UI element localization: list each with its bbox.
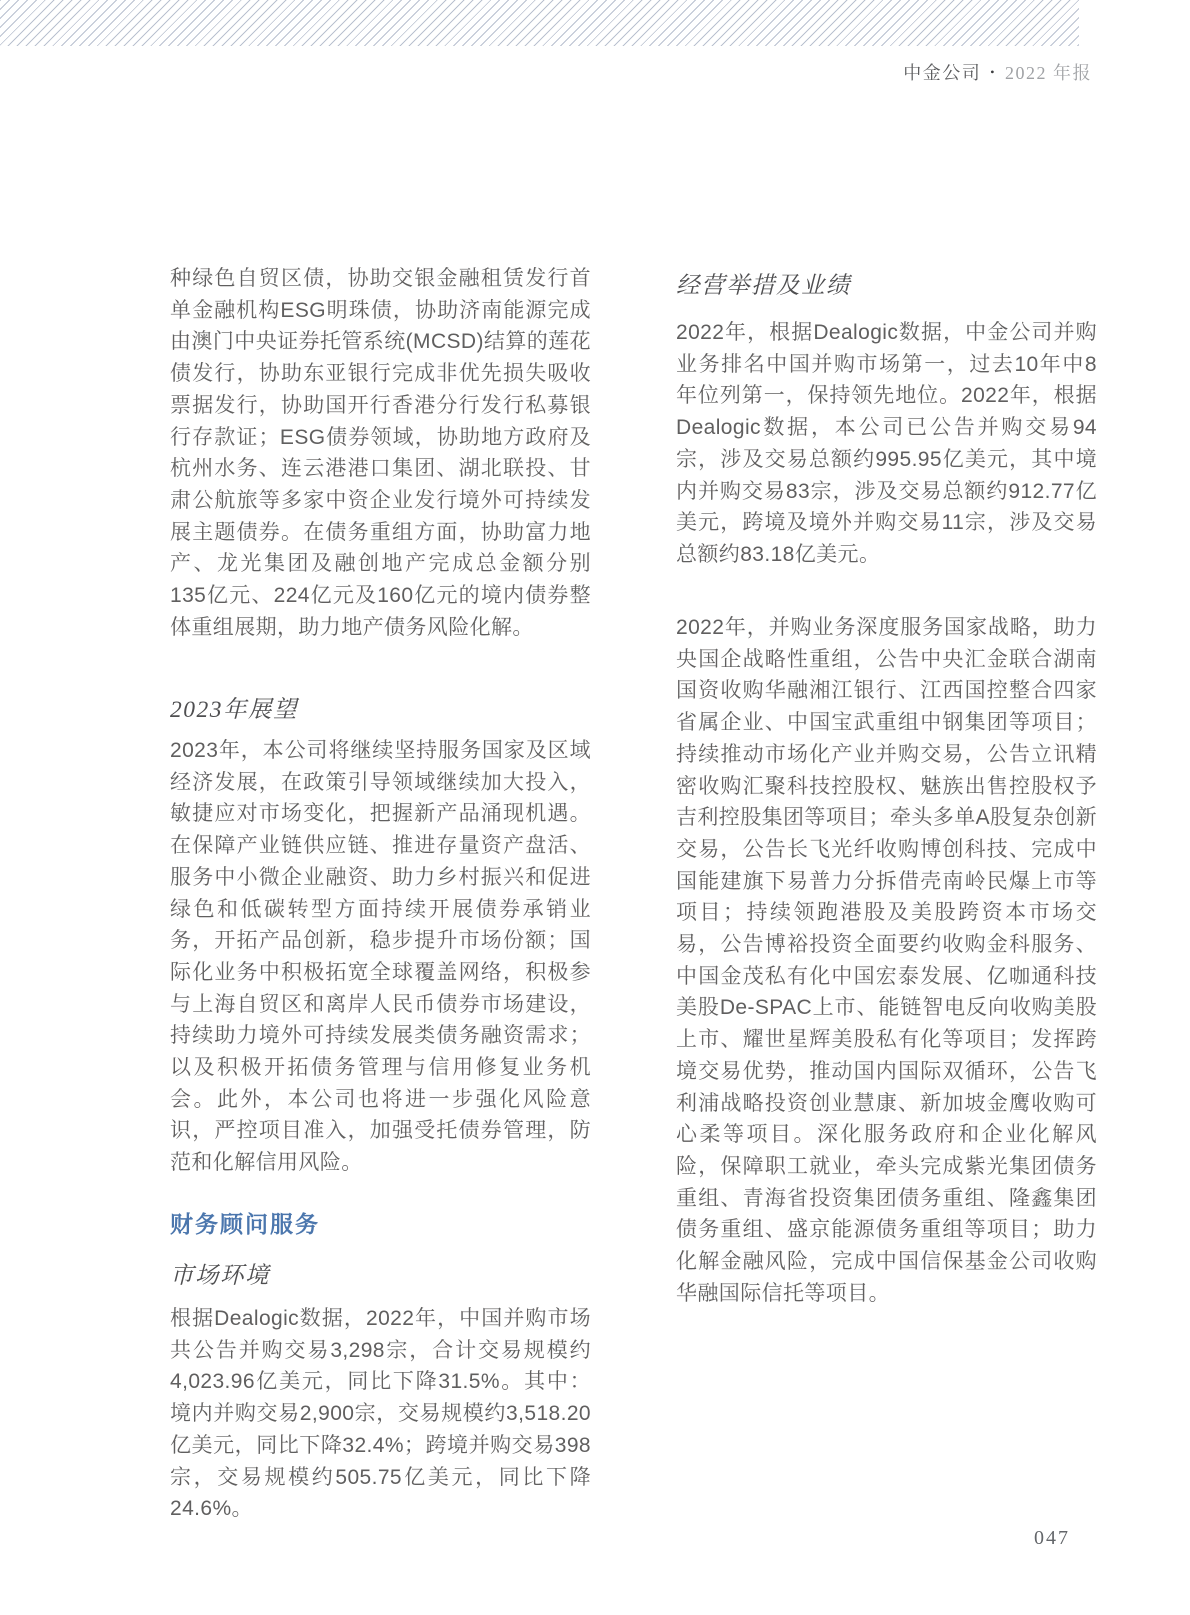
- page-number: 047: [1034, 1527, 1070, 1549]
- decorative-hatch-band: [0, 0, 1079, 46]
- bullet-separator-icon: •: [990, 65, 996, 79]
- outlook-2023-heading: 2023年展望: [170, 697, 298, 723]
- ma-deals-paragraph: 2022年，并购业务深度服务国家战略，助力央国企战略性重组，公告中央汇金联合湖南国资收购华融湘江银行、江西国控整合四家省属企业、中国宝武重组中钢集团等项目；持续推动市场化产业并购交易，公告立讯精密收购汇聚科技控股权、魅族出售控股权予吉利控股集团等项目；牵头多单A股复杂创新交易，公告长飞光纤收购博创科技、完成中国能建旗下易普力分拆借壳南岭民爆上市等项目；持续领跑港股及美股跨资本市场交易，公告博裕投资全面要约收购金科服务、中国金茂私有化中国宏泰发展、亿咖通科技美股De-SPAC上市、能链智电反向收购美股上市、耀世星辉美股私有化等项目；发挥跨境交易优势，推动国内国际双循环，公告飞利浦战略投资创业慧康、新加坡金鹰收购可心柔等项目。深化服务政府和企业化解风险，保障职工就业，牵头完成紫光集团债务重组、青海省投资集团债务重组、隆鑫集团债务重组、盛京能源债务重组等项目；助力化解金融风险，完成中国信保基金公司收购华融国际信托等项目。: [676, 616, 1098, 1305]
- report-year: 2022 年报: [1005, 63, 1092, 83]
- market-environment-heading: 市场环境: [170, 1263, 270, 1289]
- market-environment-paragraph: 根据Dealogic数据，2022年，中国并购市场共公告并购交易3,298宗，合计交易规模约4,023.96亿美元，同比下降31.5%。其中：境内并购交易2,900宗，交易规模约3,518.20亿美元，同比下降32.4%；跨境并购交易398宗，交易规模约505.75亿美元，同比下降24.6%。: [170, 1307, 591, 1521]
- financial-advisory-section-heading: 财务顾问服务: [170, 1211, 320, 1237]
- debt-underwriting-paragraph: 种绿色自贸区债，协助交银金融租赁发行首单金融机构ESG明珠债，协助济南能源完成由澳门中央证券托管系统(MCSD)结算的莲花债发行，协助东亚银行完成非优先损失吸收票据发行，协助国开行香港分行发行私募银行存款证；ESG债券领域，协助地方政府及杭州水务、连云港港口集团、湖北联投、甘肃公航旅等多家中资企业发行境外可持续发展主题债券。在债务重组方面，协助富力地产、龙光集团及融创地产完成总金额分别135亿元、224亿元及160亿元的境内债券整体重组展期，助力地产债务风险化解。: [170, 267, 591, 639]
- running-header: [0, 59, 1092, 85]
- ma-ranking-paragraph: 2022年，根据Dealogic数据，中金公司并购业务排名中国并购市场第一，过去10年中8年位列第一，保持领先地位。2022年，根据Dealogic数据，本公司已公告并购交易94宗，涉及交易总额约995.95亿美元，其中境内并购交易83宗，涉及交易总额约912.77亿美元，跨境及境外并购交易11宗，涉及交易总额约83.18亿美元。: [676, 321, 1097, 566]
- company-name: 中金公司: [903, 63, 982, 83]
- operations-results-heading: 经营举措及业绩: [676, 273, 851, 299]
- outlook-2023-paragraph: 2023年，本公司将继续坚持服务国家及区域经济发展，在政策引导领域继续加大投入，敏捷应对市场变化，把握新产品涌现机遇。在保障产业链供应链、推进存量资产盘活、服务中小微企业融资、助力乡村振兴和促进绿色和低碳转型方面持续开展债券承销业务，开拓产品创新，稳步提升市场份额；国际化业务中积极拓宽全球覆盖网络，积极参与上海自贸区和离岸人民币债券市场建设，持续助力境外可持续发展类债务融资需求；以及积极开拓债务管理与信用修复业务机会。此外，本公司也将进一步强化风险意识，严控项目准入，加强受托债券管理，防范和化解信用风险。: [170, 739, 591, 1175]
